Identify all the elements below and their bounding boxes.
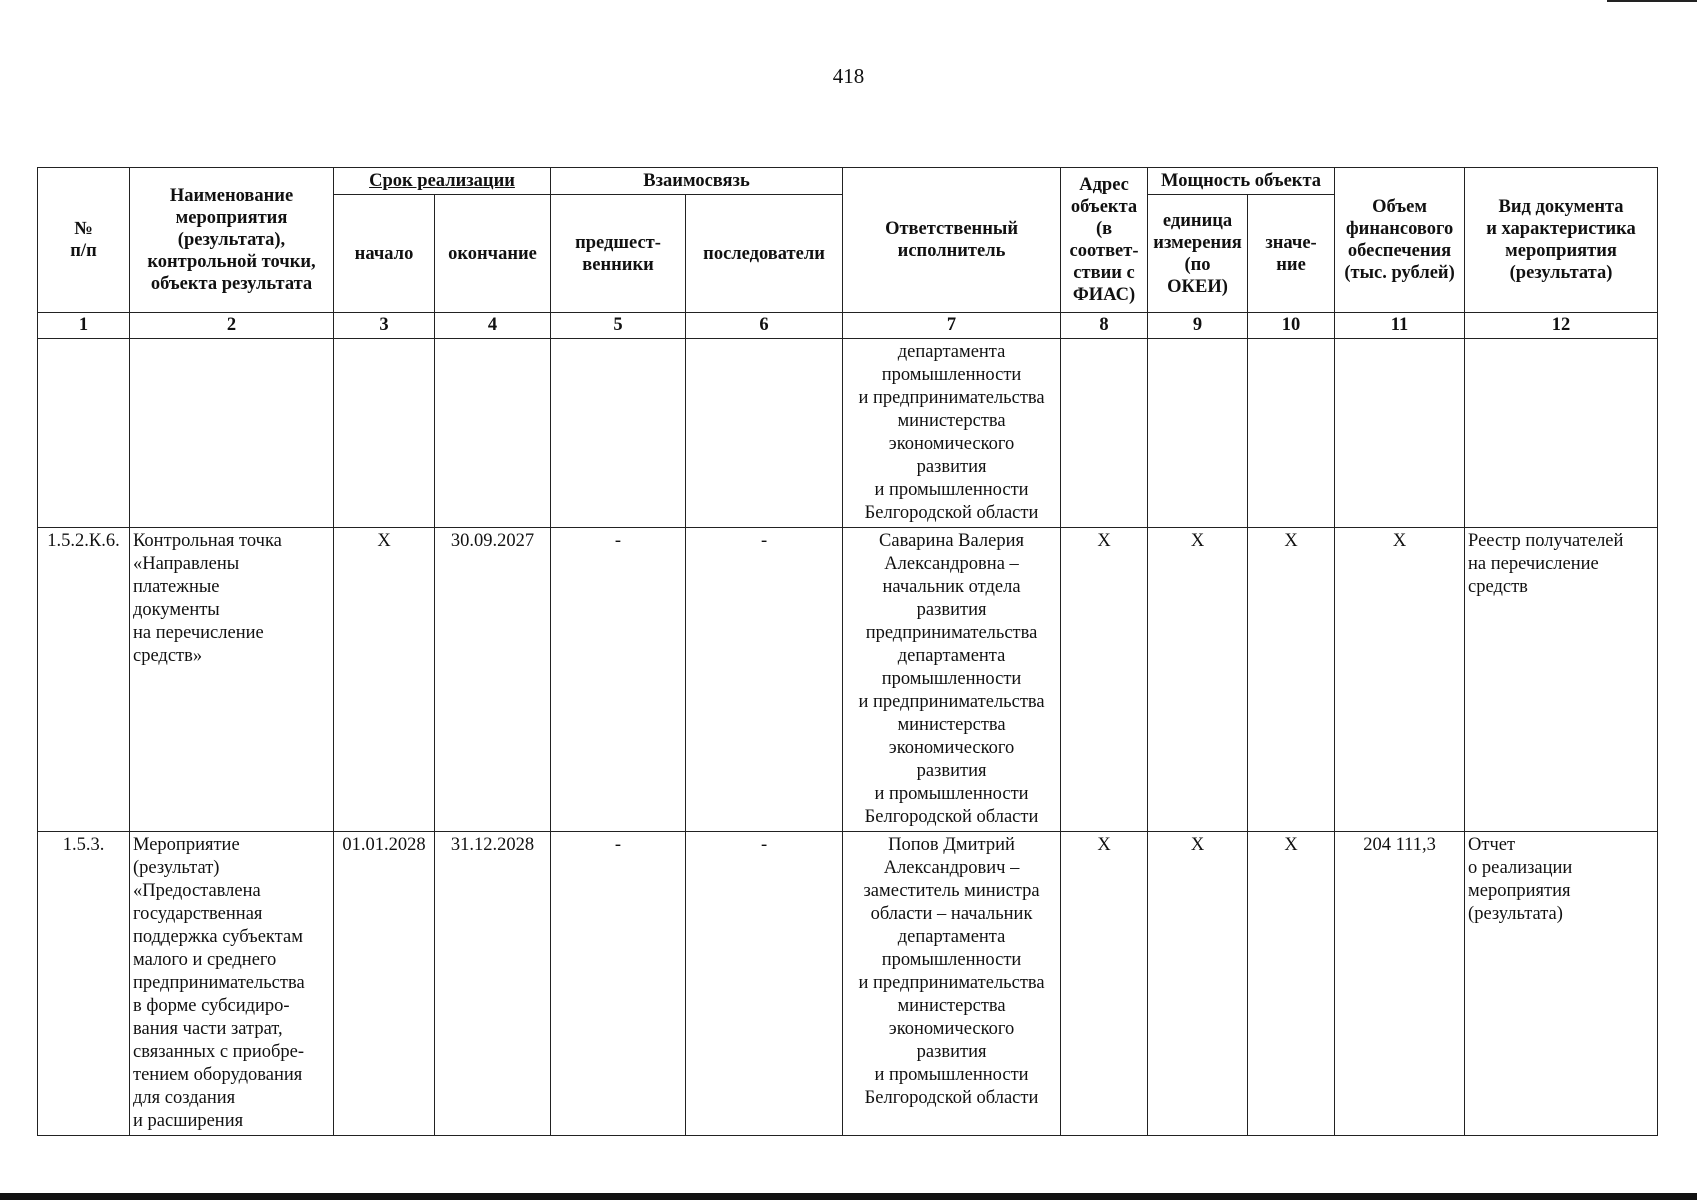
cell-finance: [1335, 339, 1465, 528]
header-row-1: [38, 168, 1658, 195]
cell-no: 1.5.3.: [38, 832, 130, 1136]
header-col-document: Вид документа и характеристика мероприятия (результата): [1465, 168, 1658, 313]
cell-unit: X: [1148, 528, 1248, 832]
header-group-relation: Взаимосвязь: [551, 168, 843, 195]
cell-value: X: [1248, 832, 1335, 1136]
header-col-unit: единица измерения (по ОКЕИ): [1148, 195, 1248, 313]
scan-bottom-edge: [0, 1193, 1697, 1200]
header-col-address: Адрес объекта (в соответ- ствии с ФИАС): [1061, 168, 1148, 313]
cell-name: Контрольная точка «Направлены платежные документы на перечисление средств»: [130, 528, 334, 832]
column-number: 3: [334, 313, 435, 339]
cell-address: X: [1061, 528, 1148, 832]
header-col-successors: последователи: [686, 195, 843, 313]
header-col-end: окончание: [435, 195, 551, 313]
cell-no: 1.5.2.К.6.: [38, 528, 130, 832]
header-col-responsible: Ответственный исполнитель: [843, 168, 1061, 313]
cell-document: Реестр получателей на перечисление средств: [1465, 528, 1658, 832]
cell-successors: -: [686, 832, 843, 1136]
column-number: 12: [1465, 313, 1658, 339]
cell-unit: X: [1148, 832, 1248, 1136]
cell-end: [435, 339, 551, 528]
cell-start: X: [334, 528, 435, 832]
header-col-predecessors: предшест- венники: [551, 195, 686, 313]
cell-address: X: [1061, 832, 1148, 1136]
cell-document: [1465, 339, 1658, 528]
cell-start: [334, 339, 435, 528]
cell-unit: [1148, 339, 1248, 528]
column-number: 10: [1248, 313, 1335, 339]
cell-predecessors: [551, 339, 686, 528]
column-number: 9: [1148, 313, 1248, 339]
header-group-capacity: Мощность объекта: [1148, 168, 1335, 195]
cell-name: [130, 339, 334, 528]
column-number: 4: [435, 313, 551, 339]
header-col-start: начало: [334, 195, 435, 313]
table-row: [38, 339, 1658, 528]
column-number: 2: [130, 313, 334, 339]
cell-no: [38, 339, 130, 528]
cell-responsible: Саварина Валерия Александровна – начальник отдела развития предпринимательства департамента промышленности и предпринимательства министерства экономического развития и промышленности Белгородской области: [843, 528, 1061, 832]
cell-value: [1248, 339, 1335, 528]
header-col-value: значе- ние: [1248, 195, 1335, 313]
column-number: 5: [551, 313, 686, 339]
cell-finance: X: [1335, 528, 1465, 832]
measures-table: [37, 167, 1658, 1136]
cell-successors: [686, 339, 843, 528]
cell-responsible: Попов Дмитрий Александрович – заместитель министра области – начальник департамента промышленности и предпринимательства министерства экономического развития и промышленности Белгородской области: [843, 832, 1061, 1136]
cell-predecessors: -: [551, 528, 686, 832]
column-number: 7: [843, 313, 1061, 339]
column-number: 6: [686, 313, 843, 339]
cell-name: Мероприятие (результат) «Предоставлена государственная поддержка субъектам малого и среднего предпринимательства в форме субсидиро- вания части затрат, связанных с приобре- тением оборудования для создания и расширения: [130, 832, 334, 1136]
cell-predecessors: -: [551, 832, 686, 1136]
header-group-period-label: Срок реализации: [369, 171, 515, 191]
cell-end: 31.12.2028: [435, 832, 551, 1136]
header-group-period: [334, 168, 551, 195]
table-row: [38, 832, 1658, 1136]
cell-responsible: департамента промышленности и предпринимательства министерства экономического развития и промышленности Белгородской области: [843, 339, 1061, 528]
cell-end: 30.09.2027: [435, 528, 551, 832]
cell-address: [1061, 339, 1148, 528]
top-edge-rule: [1607, 0, 1697, 2]
cell-start: 01.01.2028: [334, 832, 435, 1136]
cell-value: X: [1248, 528, 1335, 832]
column-number: 8: [1061, 313, 1148, 339]
header-col-name: Наименование мероприятия (результата), контрольной точки, объекта результата: [130, 168, 334, 313]
table-row: [38, 528, 1658, 832]
header-col-finance: Объем финансового обеспечения (тыс. рублей): [1335, 168, 1465, 313]
cell-finance: 204 111,3: [1335, 832, 1465, 1136]
column-number: 1: [38, 313, 130, 339]
header-col-no: № п/п: [38, 168, 130, 313]
page-number: 418: [832, 64, 865, 88]
cell-document: Отчет о реализации мероприятия (результата): [1465, 832, 1658, 1136]
cell-successors: -: [686, 528, 843, 832]
column-numbers-row: [38, 313, 1658, 339]
column-number: 11: [1335, 313, 1465, 339]
